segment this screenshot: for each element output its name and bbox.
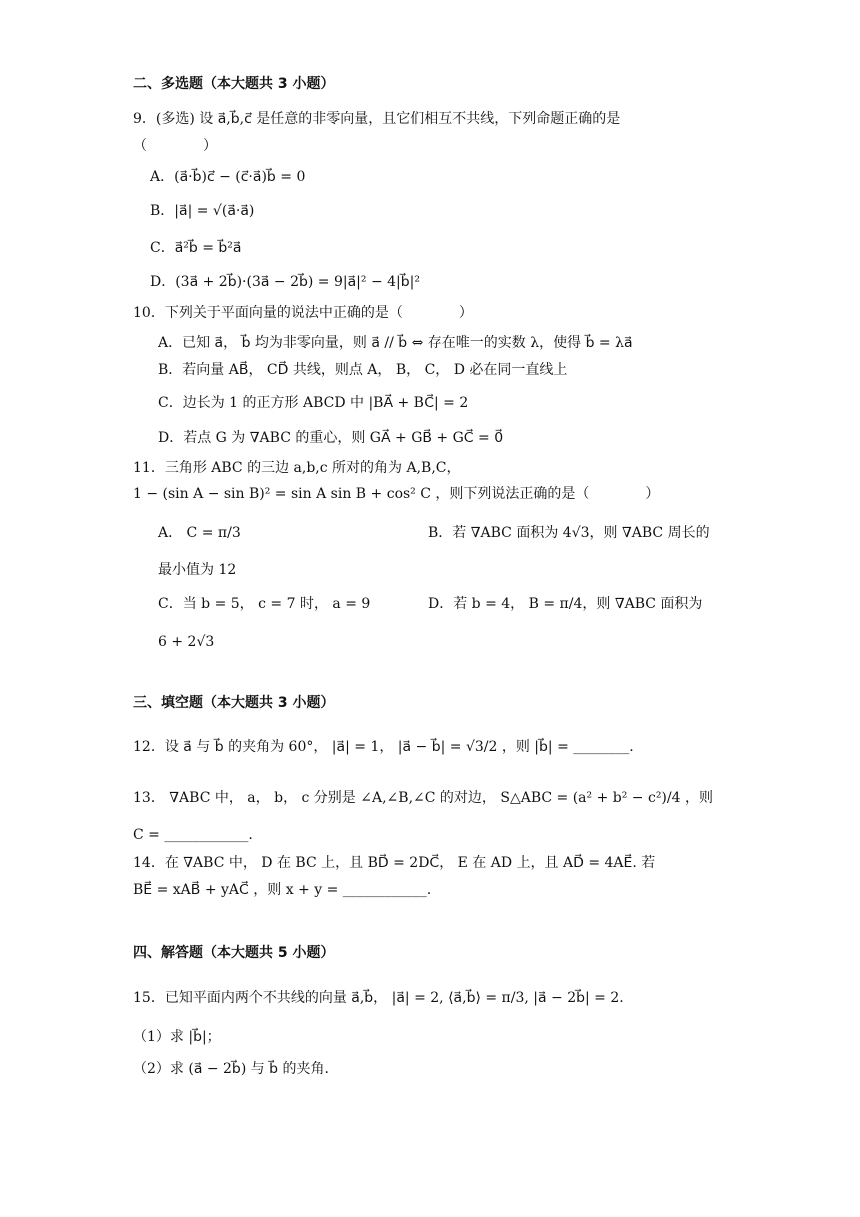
q10-option-b: B．若向量 AB⃗， CD⃗ 共线，则点 A， B， C， D 必在同一直线上 xyxy=(158,362,568,378)
q15-part-2: （2）求 (a⃗ − 2b⃗) 与 b⃗ 的夹角. xyxy=(133,1061,329,1077)
q10-option-d: D．若点 G 为 ∇ABC 的重心，则 GA⃗ + GB⃗ + GC⃗ = 0⃗ xyxy=(158,430,504,446)
q9-option-c: C．a⃗²b⃗ = b⃗²a⃗ xyxy=(150,240,242,256)
section-heading-multiple-choice: 二、多选题（本大题共 3 小题） xyxy=(133,76,335,92)
q11-option-b-1: B．若 ∇ABC 面积为 4√3，则 ∇ABC 周长的 xyxy=(428,525,710,541)
q15-part-1: （1）求 |b⃗|； xyxy=(133,1029,221,1045)
q11-option-d-1: D．若 b = 4， B = π/4，则 ∇ABC 面积为 xyxy=(428,596,703,612)
q11-stem-2: 1 − (sin A − sin B)² = sin A sin B + cos² C ，则下列说法正确的是（ ） xyxy=(133,486,660,502)
q9-option-b: B．|a⃗| = √(a⃗·a⃗) xyxy=(150,203,255,219)
q13-line-2: C = ____________. xyxy=(133,827,253,843)
q11-stem-1: 11．三角形 ABC 的三边 a,b,c 所对的角为 A,B,C， xyxy=(133,460,461,476)
q9-answer-paren: （ ） xyxy=(133,138,217,154)
q10-option-a: A．已知 a⃗， b⃗ 均为非零向量，则 a⃗ // b⃗ ⇔ 存在唯一的实数 λ，使得 b⃗ = λa⃗ xyxy=(158,335,633,351)
q15-stem: 15．已知平面内两个不共线的向量 a⃗,b⃗， |a⃗| = 2, ⟨a⃗,b⃗⟩ = π/3, |a⃗ − 2b⃗| = 2. xyxy=(133,990,624,1006)
q13-line-1: 13． ∇ABC 中， a， b， c 分别是 ∠A,∠B,∠C 的对边， S△ABC = (a² + b² − c²)/4 ，则 xyxy=(133,790,713,806)
q12-text: 12．设 a⃗ 与 b⃗ 的夹角为 60°， |a⃗| = 1， |a⃗ − b⃗| = √3/2 ，则 |b⃗| = ________. xyxy=(133,739,634,755)
q10-option-c: C．边长为 1 的正方形 ABCD 中 |BA⃗ + BC⃗| = 2 xyxy=(158,395,469,411)
q10-stem: 10．下列关于平面向量的说法中正确的是（ ） xyxy=(133,305,473,321)
q9-option-a: A．(a⃗·b⃗)c⃗ − (c⃗·a⃗)b⃗ = 0 xyxy=(150,169,306,185)
q9-stem: 9．(多选) 设 a⃗,b⃗,c⃗ 是任意的非零向量，且它们相互不共线，下列命题正确的是 xyxy=(133,111,621,127)
q11-option-b-2: 最小值为 12 xyxy=(158,562,237,578)
q14-line-2: BE⃗ = xAB⃗ + yAC⃗ ，则 x + y = ____________. xyxy=(133,882,432,898)
q9-option-d: D．(3a⃗ + 2b⃗)·(3a⃗ − 2b⃗) = 9|a⃗|² − 4|b⃗|² xyxy=(150,274,420,290)
q14-line-1: 14．在 ∇ABC 中， D 在 BC 上，且 BD⃗ = 2DC⃗， E 在 AD 上，且 AD⃗ = 4AE⃗. 若 xyxy=(133,855,656,871)
q11-option-c: C．当 b = 5， c = 7 时， a = 9 xyxy=(158,596,371,612)
section-heading-free-response: 四、解答题（本大题共 5 小题） xyxy=(133,945,335,961)
section-heading-fill-in: 三、填空题（本大题共 3 小题） xyxy=(133,695,335,711)
q11-option-a: A． C = π/3 xyxy=(158,525,241,541)
q11-option-d-2: 6 + 2√3 xyxy=(158,634,215,650)
